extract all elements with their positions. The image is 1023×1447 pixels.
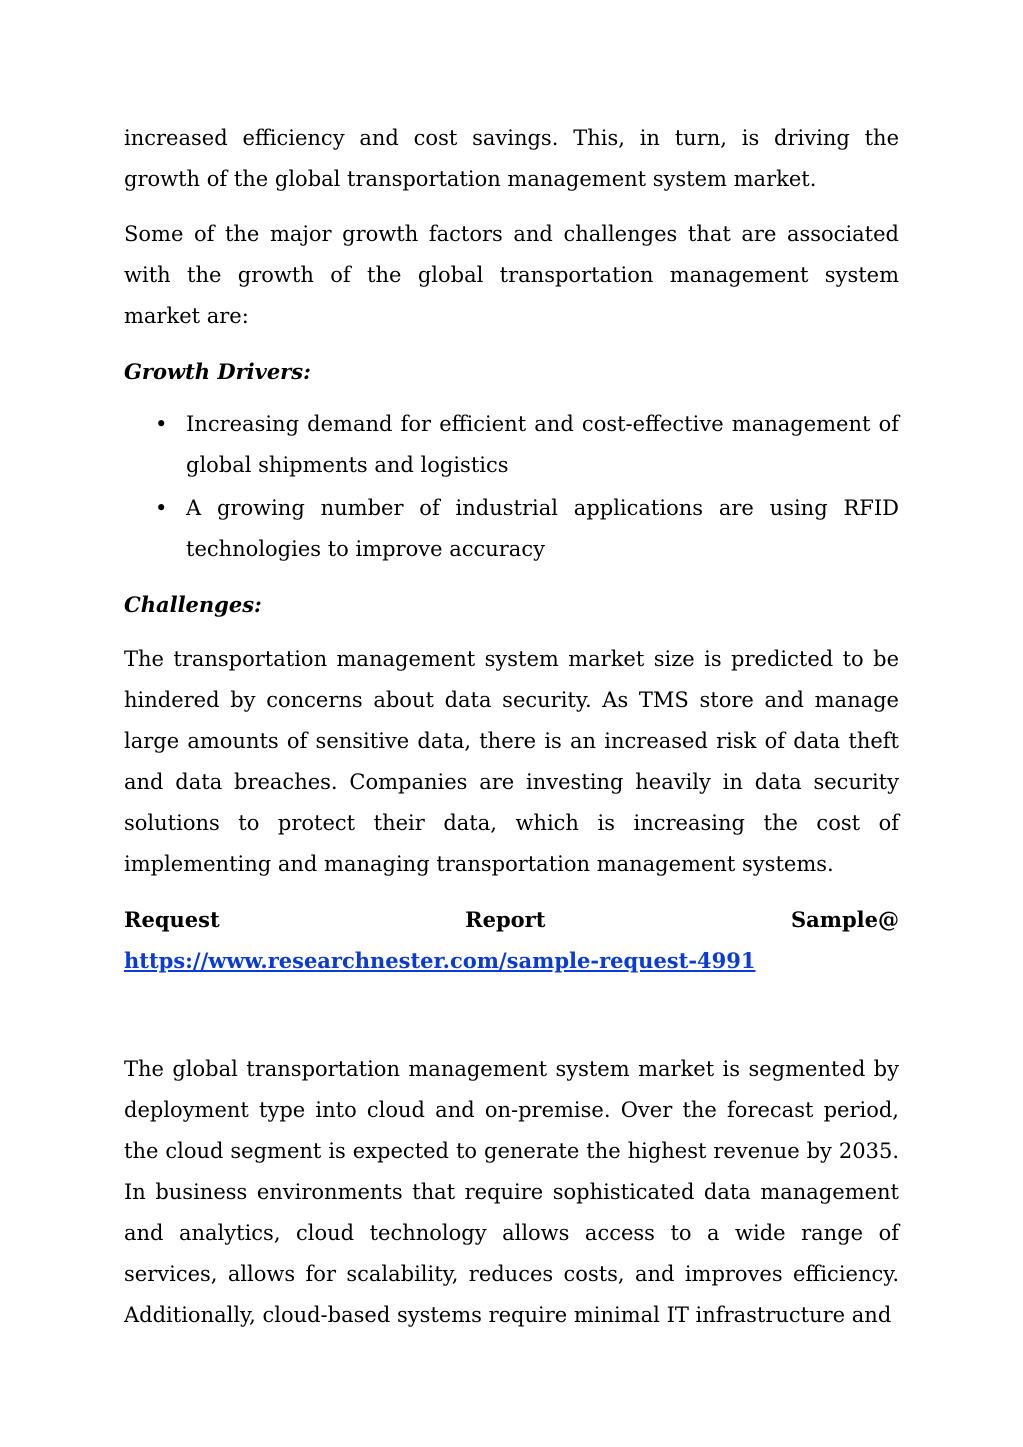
growth-drivers-heading: Growth Drivers: [124,359,311,384]
list-item-text: Increasing demand for efficient and cost-effective management of global shipments and logistics [186,412,899,477]
factors-intro-paragraph: Some of the major growth factors and challenges that are associated with the growth of the global transportation management system market are: [124,222,899,328]
report-word: Report [465,907,546,932]
list-item [124,404,899,486]
list-item-text: A growing number of industrial applications are using RFID technologies to improve accuracy [186,496,899,561]
growth-drivers-list [124,404,899,570]
sample-word: Sample@ [790,907,899,932]
request-sample-line [124,899,899,940]
segmentation-paragraph: The global transportation management system market is segmented by deployment type into cloud and on-premise. Over the forecast period, the cloud segment is expected to generate the highest revenue by 2035. In business environments that require sophisticated data management and analytics, cloud technology allows access to a wide range of services, allows for scalability, reduces costs, and improves efficiency. Additionally, cloud-based systems require minimal IT infrastructure and [124,1057,899,1327]
bullet-icon: • [155,412,168,436]
blank-spacer [124,981,899,1049]
document-page [124,118,899,1336]
request-word: Request [124,907,220,932]
challenges-heading: Challenges: [124,592,262,617]
sample-request-link[interactable]: https://www.researchnester.com/sample-request-4991 [124,948,756,973]
intro-continuation-paragraph: increased efficiency and cost savings. This, in turn, is driving the growth of the global transportation management system market. [124,126,899,191]
list-item [124,488,899,570]
challenges-paragraph: The transportation management system market size is predicted to be hindered by concerns about data security. As TMS store and manage large amounts of sensitive data, there is an increased risk of data theft and data breaches. Companies are investing heavily in data security solutions to protect their data, which is increasing the cost of implementing and managing transportation management systems. [124,647,899,876]
bullet-icon: • [155,496,168,520]
